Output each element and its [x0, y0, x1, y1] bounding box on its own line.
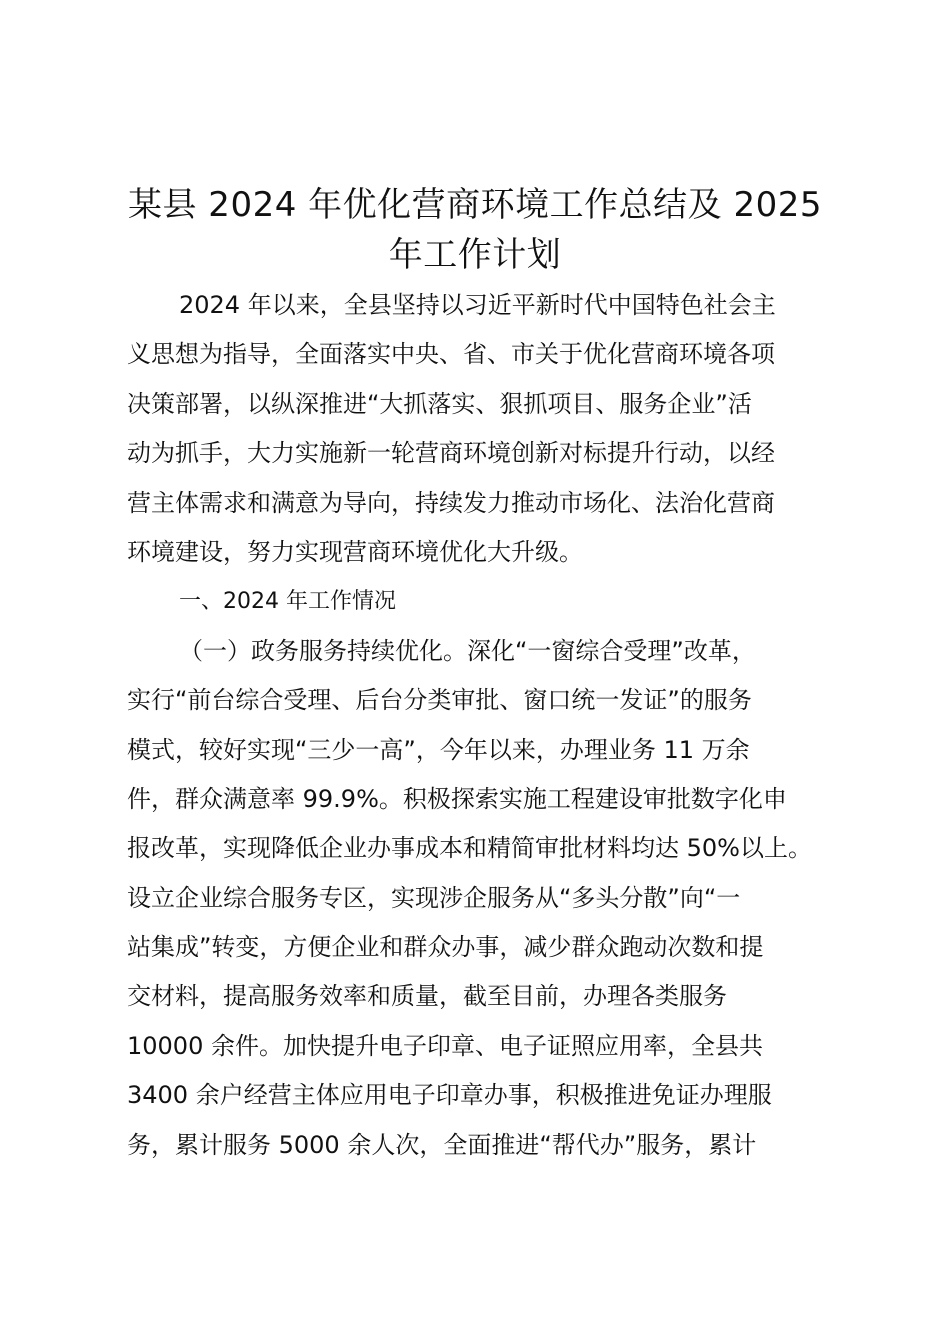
text-line: 环境建设，努力实现营商环境优化大升级。 [127, 537, 583, 566]
text-line: 设立企业综合服务专区，实现涉企服务从“多头分散”向“一 [127, 883, 741, 912]
text-line: 营主体需求和满意为导向，持续发力推动市场化、法治化营商 [127, 488, 775, 517]
text-line: 务，累计服务 5000 余人次，全面推进“帮代办”服务，累计 [127, 1130, 757, 1159]
text-line: 报改革，实现降低企业办事成本和精简审批材料均达 50%以上。 [127, 834, 812, 863]
text-line: 决策部署，以纵深推进“大抓落实、狠抓项目、服务企业”活 [127, 389, 752, 418]
text-line: 交材料，提高服务效率和质量，截至目前，办理各类服务 [127, 982, 727, 1011]
intro-paragraph [127, 281, 847, 577]
title-line-1: 某县 2024 年优化营商环境工作总结及 2025 [128, 185, 822, 225]
text-line: 10000 余件。加快提升电子印章、电子证照应用率，全县共 [127, 1031, 763, 1060]
text-line: 件，群众满意率 99.9%。积极探索实施工程建设审批数字化申 [127, 784, 787, 813]
text-line: 站集成”转变，方便企业和群众办事，减少群众跑动次数和提 [127, 933, 764, 962]
paragraph-government-services [127, 627, 847, 1170]
document-body [127, 281, 847, 1170]
text-line: （一）政务服务持续优化。深化“一窗综合受理”改革， [179, 636, 756, 665]
section-heading: 一、2024 年工作情况 [179, 589, 396, 615]
text-line: 义思想为指导，全面落实中央、省、市关于优化营商环境各项 [127, 340, 775, 369]
title-line-2: 年工作计划 [388, 235, 562, 275]
text-line: 模式，较好实现“三少一高”，今年以来，办理业务 11 万余 [127, 735, 750, 764]
document-title [110, 180, 840, 280]
text-line: 动为抓手，大力实施新一轮营商环境创新对标提升行动，以经 [127, 439, 775, 468]
text-line: 2024 年以来，全县坚持以习近平新时代中国特色社会主 [179, 291, 776, 319]
text-line: 3400 余户经营主体应用电子印章办事，积极推进免证办理服 [127, 1081, 772, 1110]
text-line: 实行“前台综合受理、后台分类审批、窗口统一发证”的服务 [127, 686, 752, 715]
